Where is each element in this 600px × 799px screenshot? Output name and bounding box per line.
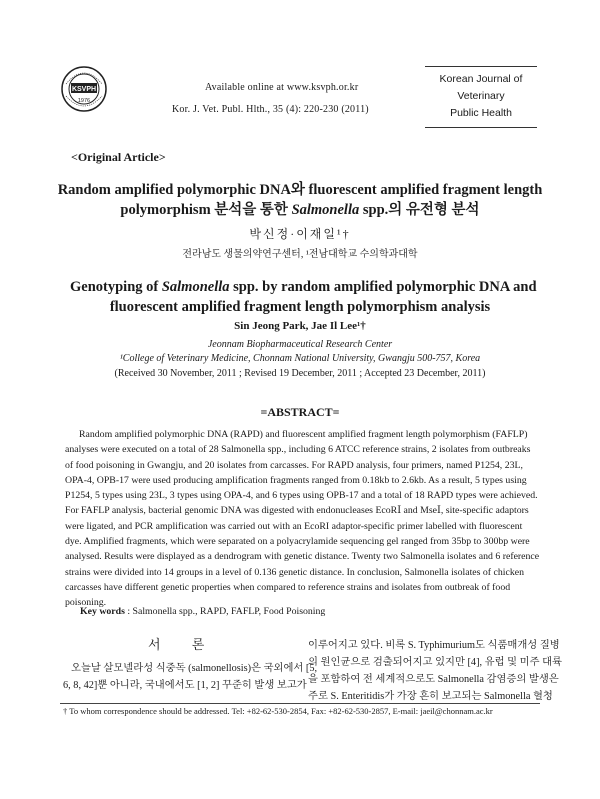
abstract-line: For FAFLP analysis, bacterial genomic DNA was digested with endonucleases EcoRⅠ and MseⅠ, site-specific adaptors [65, 505, 529, 517]
keywords-label: Key words [80, 606, 125, 617]
svg-text:KSVPH: KSVPH [71, 86, 97, 93]
affiliation-english-1: Jeonnam Biopharmaceutical Research Center [207, 339, 393, 350]
abstract-line: strains were divided into 14 groups in a level of 0.136 genetic distance. In conclusion, Salmonella isolates of chicken [65, 566, 524, 578]
body-line: 의 원인균으로 검출되어지고 있지만 [4], 유럽 및 미주 대륙 [308, 657, 563, 668]
abstract-line: analyses were executed on a total of 28 Salmonella spp., including 6 ATCC reference strains, 2 isolates from outbreaks [65, 444, 531, 456]
available-online: Available online at www.ksvph.or.kr [205, 82, 359, 93]
body-line: 이루어지고 있다. 비록 S. Typhimurium도 식품매개성 질병 [308, 640, 560, 651]
body-line: 6, 8, 42]뿐 아니라, 국내에서도 [1, 2] 꾸준히 발생 보고가 [63, 680, 307, 691]
correspondence-footnote: † To whom correspondence should be addressed. Tel: +82-62-530-2854, Fax: +82-62-530-2857, E-mail: jaeil@chonnam.ac.kr [63, 706, 493, 716]
keywords-list: : Salmonella spp., RAPD, FAFLP, Food Poisoning [127, 606, 326, 617]
abstract-line: were ligated, and PCR amplification was carried out with an EcoRI adaptor-specific primer labelled with fluorescent [65, 520, 523, 532]
journal-name-line: Public Health [450, 107, 512, 119]
journal-citation: Kor. J. Vet. Publ. Hlth., 35 (4): 220-230 (2011) [172, 104, 369, 115]
title-en-line2: fluorescent amplified fragment length polymorphism analysis [109, 299, 491, 315]
body-line: 을 포함하여 전 세계적으로도 Salmonella 감염증의 발생은 [308, 674, 559, 685]
journal-name-line: Korean Journal of [439, 73, 523, 85]
abstract-heading: =ABSTRACT= [260, 405, 340, 419]
abstract-line: P1254, 5 types using 23L, 3 types using OPA-4, and 6 types using OPB-17 and a total of 18 RAPD types were achieved. [65, 490, 538, 502]
abstract-body [65, 427, 540, 611]
journal-seal-logo [60, 64, 108, 114]
title-en-line1: Genotyping of Salmonella spp. by random amplified polymorphic DNA and [70, 279, 537, 295]
title-ko-line2: polymorphism 분석을 통한 Salmonella spp.의 유전형 분석 [120, 202, 480, 218]
abstract-line: carcasses have different genetic properties when compared to reference strains and isolates from outbreak of food [65, 581, 511, 593]
abstract-line: OPA-4, OPB-17 were used producing amplification fragments ranged from 0.18kb to 2.6kb. As a result, 5 types using [65, 474, 527, 486]
affiliation-english-2: ¹College of Veterinary Medicine, Chonnam National University, Gwangju 500-757, Korea [119, 353, 481, 364]
affiliation-korean: 전라남도 생물의약연구센터, ¹전남대학교 수의학과대학 [182, 249, 418, 260]
journal-name-box [425, 66, 537, 128]
abstract-line: dye. Amplified fragments, which were separated on a polyacrylamide sequencing gel ranged from 35bp to 300bp were [65, 536, 530, 548]
abstract-line: poisoning. [65, 597, 107, 609]
title-english [70, 277, 537, 317]
body-right-column [308, 637, 563, 705]
abstract-line: analysed. Results were displayed as a dendrogram with genetic distance. Twenty two Salmonella isolates and 6 reference [65, 551, 540, 563]
title-ko-line1: Random amplified polymorphic DNA와 fluorescent amplified fragment length [57, 182, 543, 198]
footnote-divider [60, 703, 540, 704]
journal-name-line: Veterinary [457, 90, 505, 102]
abstract-line: of food poisoning in Gwangju, and 20 isolates from carcasses. For RAPD analysis, four primers, named P1254, 23L, [65, 459, 523, 471]
section-heading-introduction: 서 론 [148, 637, 219, 652]
received-dates: (Received 30 November, 2011 ; Revised 19 December, 2011 ; Accepted 23 December, 2011) [114, 368, 486, 379]
article-type: <Original Article> [71, 150, 166, 164]
svg-text:1976: 1976 [77, 98, 91, 104]
authors-korean: 박신정·이재일¹† [249, 227, 351, 241]
abstract-line: Random amplified polymorphic DNA (RAPD) and fluorescent amplified fragment length polymorphism (FAFLP) [79, 429, 528, 440]
body-left-column [63, 660, 318, 694]
body-line: 주로 S. Enteritidis가 가장 흔히 보고되는 Salmonella 혈청 [308, 691, 553, 702]
authors-english: Sin Jeong Park, Jae Il Lee¹† [234, 320, 366, 332]
body-line: 오늘날 살모넬라성 식중독 (salmonellosis)은 국외에서 [5, [71, 663, 318, 674]
title-korean [50, 180, 550, 220]
keywords [80, 606, 325, 617]
